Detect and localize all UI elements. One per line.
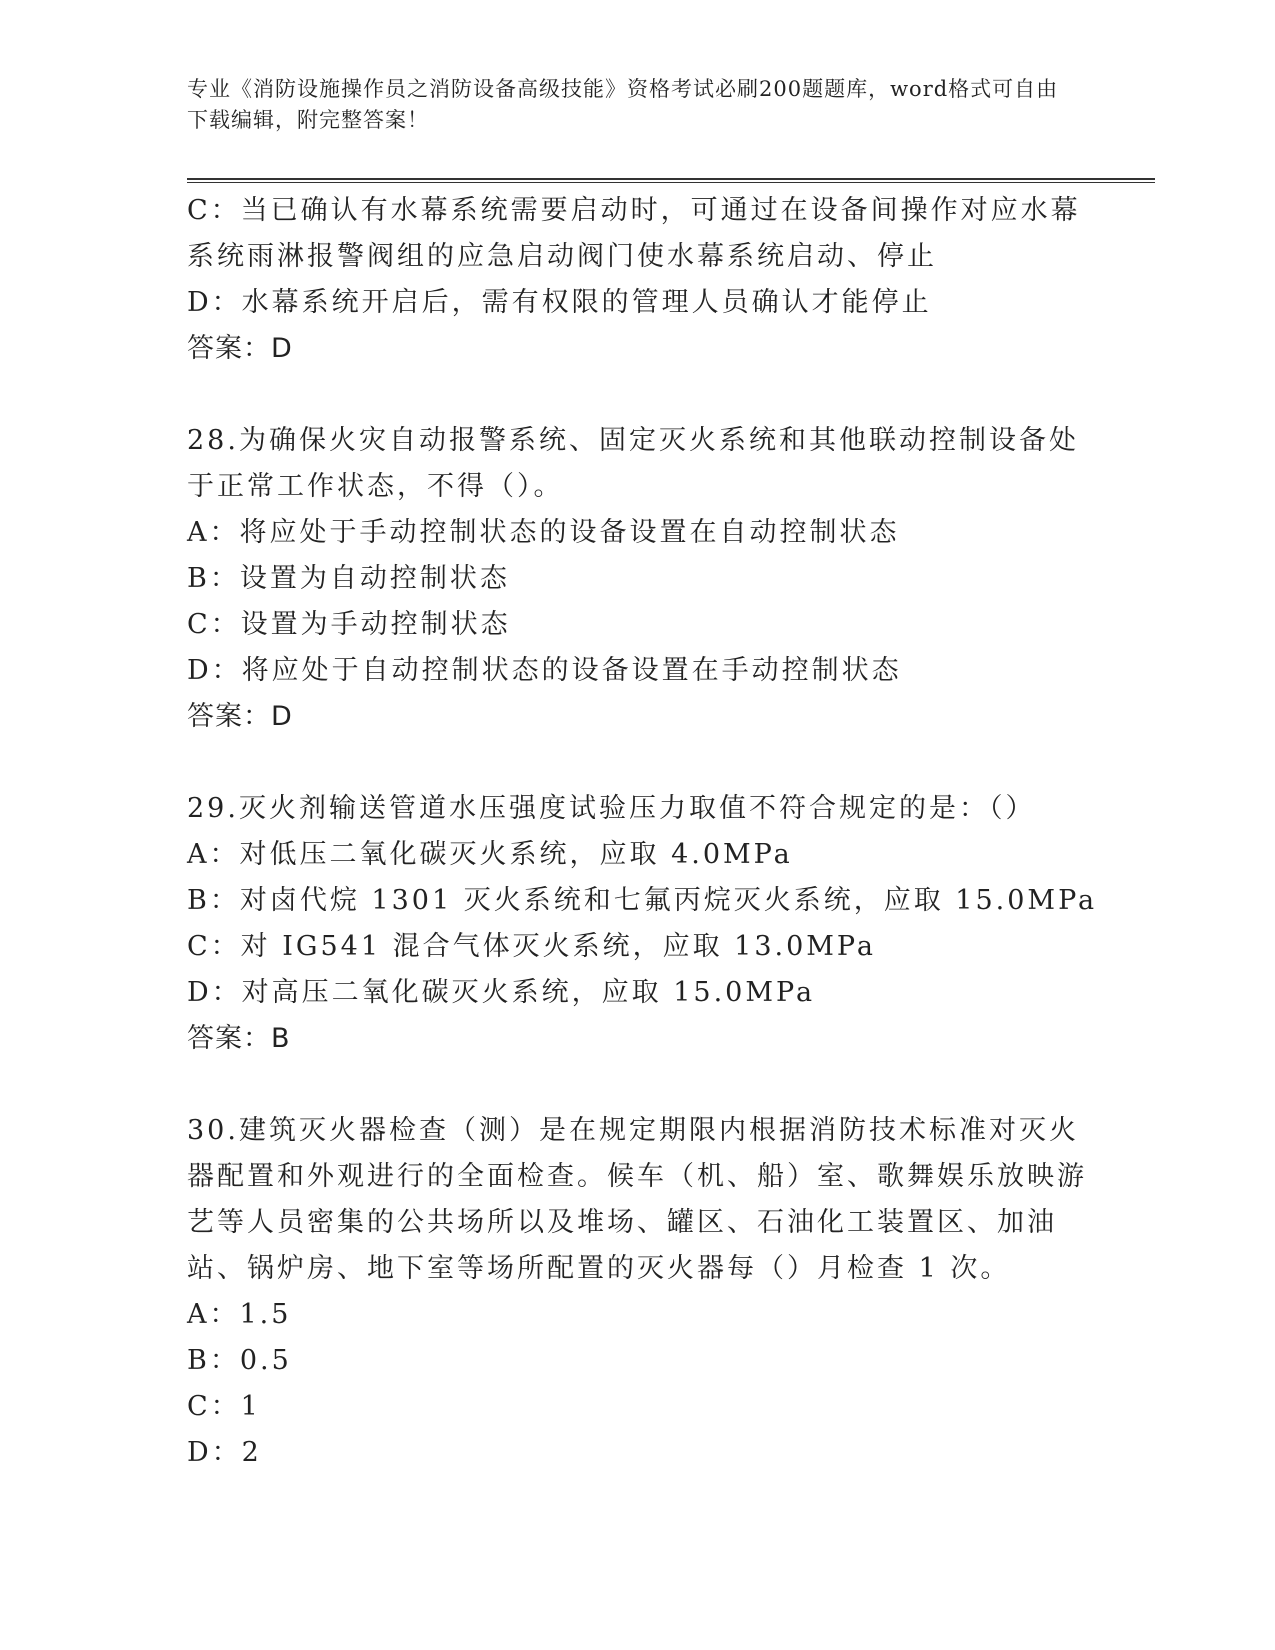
spacer (187, 1062, 1087, 1108)
option-c: C：对 IG541 混合气体灭火系统，应取 13.0MPa (187, 931, 876, 962)
option-b: B：设置为自动控制状态 (187, 563, 510, 594)
question-list (187, 188, 1098, 1476)
option-a: A：将应处于手动控制状态的设备设置在自动控制状态 (187, 517, 900, 548)
option-c: C：设置为手动控制状态 (187, 609, 511, 640)
option-b: B：0.5 (187, 1345, 292, 1376)
option-c: C：1 (187, 1391, 261, 1422)
option-d: D：将应处于自动控制状态的设备设置在手动控制状态 (187, 655, 902, 686)
question-30 (187, 1108, 1087, 1476)
answer: 答案：D (187, 333, 293, 364)
document-header: 专业《消防设施操作员之消防设备高级技能》资格考试必刷200题题库，word格式可自由下载编辑，附完整答案！ (187, 77, 1059, 132)
spacer (187, 372, 1087, 418)
question-27-tail (187, 188, 1087, 372)
option-b: B：对卤代烷 1301 灭火系统和七氟丙烷灭火系统，应取 15.0MPa (187, 885, 1098, 916)
question-29 (187, 786, 1098, 1062)
option-a: A：1.5 (187, 1299, 292, 1330)
question-text: 30.建筑灭火器检查（测）是在规定期限内根据消防技术标准对灭火器配置和外观进行的全面检查。候车（机、船）室、歌舞娱乐放映游艺等人员密集的公共场所以及堆场、罐区、石油化工装置区、加油站、锅炉房、地下室等场所配置的灭火器每（）月检查 1 次。 (187, 1115, 1087, 1284)
spacer (187, 740, 1087, 786)
option-d: D：2 (187, 1437, 262, 1468)
answer: 答案：D (187, 701, 293, 732)
option-c: C：当已确认有水幕系统需要启动时，可通过在设备间操作对应水幕系统雨淋报警阀组的应急启动阀门使水幕系统启动、停止 (187, 195, 1081, 272)
option-d: D：水幕系统开启后，需有权限的管理人员确认才能停止 (187, 287, 932, 318)
answer: 答案：B (187, 1023, 291, 1054)
question-text: 29.灭火剂输送管道水压强度试验压力取值不符合规定的是：（） (187, 793, 1036, 824)
question-text: 28.为确保火灾自动报警系统、固定灭火系统和其他联动控制设备处于正常工作状态，不得（）。 (187, 425, 1079, 502)
option-d: D：对高压二氧化碳灭火系统，应取 15.0MPa (187, 977, 816, 1008)
option-a: A：对低压二氧化碳灭火系统，应取 4.0MPa (187, 839, 793, 870)
question-28 (187, 418, 1087, 740)
header-divider (187, 178, 1155, 183)
